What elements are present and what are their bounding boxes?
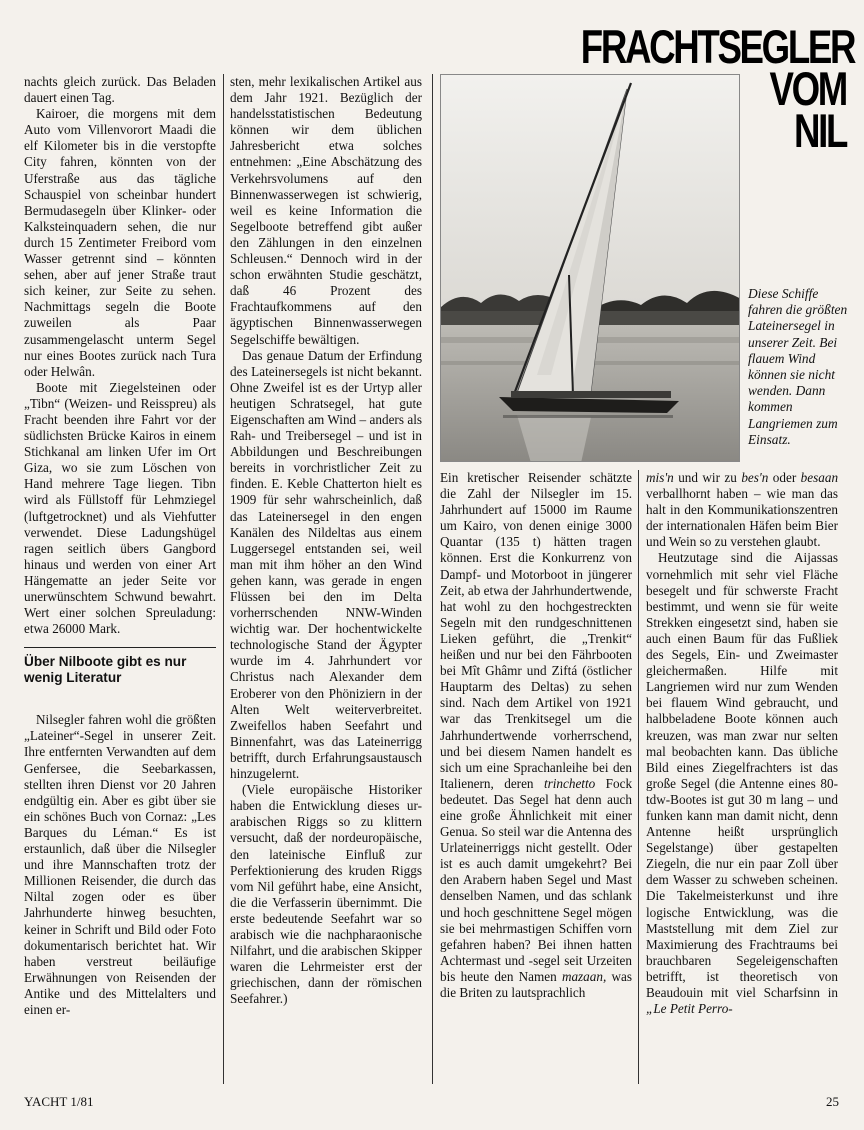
headline-line-1: FRACHTSEGLER xyxy=(580,20,855,73)
page-number: 25 xyxy=(826,1094,839,1109)
italic-term: mis'n xyxy=(646,470,674,485)
paragraph: Kairoer, die morgens mit dem Auto vom Villenvorort Maadi die elf Kilometer bis in die verstopfte City fahren, könnten von der Uferstraße aus das tägliche Schauspiel von scheinbar hundert Bermudasegeln über Klinker- oder Kalksteinquadern sehen, die nur durch 15 Zentimeter Freibord vom Wasser getrennt sind – könnten sehen, aber auf jener Straße traut sich keiner, zur Seite zu sehen. Nachmittags segeln die Boote zuweilen als Paar zusammengelascht unterm Segel nur eines Bootes zurück nach Tura oder Helwân. xyxy=(24,106,216,379)
paragraph-text: was die Briten zu lautsprachlich xyxy=(440,968,632,1000)
headline-line-2: VOM xyxy=(769,62,846,115)
paragraph-text: verballhornt haben – wie man das halt in den Kommunikationszentren der internationalen Häfen beim Bier und Wein so zu verstehen glaubt. xyxy=(646,486,838,550)
column-divider xyxy=(638,470,639,1084)
paragraph-text: Heutzutage sind die Aijassas vornehmlich mit sehr viel Fläche besegelt und für schwerste Fracht bestimmt, und wenn sie für weite Strekken eingesetzt sind, haben sie auch einen Baum für das Fußliek des Segels, Ein- und Zweimaster gleichermaßen. Hilfe mit Langriemen wird nur zum Wenden bei flauem Wind gebraucht, und halbbeladene Boote können auch kreuzen, was man zwar nur selten mal beobachten kann. Das übliche Bild eines Ziegelfrachters ist das große Segel (die Antenne eines 80-tdw-Bootes ist gut 30 m lang – und funken kann man damit nicht, denn Antenne heißt ursprünglich Segelstange) über gestapelten Ziegeln, die nur ein paar Zoll über dem Wasser zu schweben scheinen. Die Takelmeisterkunst und ihre logische Entwicklung, was die Maststellung mit dem Ziel zur Maximierung des Frachtraums bei brauchbaren Segeleigenschaften betrifft, ist theoretisch von Beaudouin mit viel Scharfsinn in xyxy=(646,550,838,1000)
italic-term: „Le Petit Perro- xyxy=(646,1001,733,1017)
paragraph-text: Fock bedeutet. Das Segel hat denn auch eine große Ähnlichkeit mit einer Genua. So steil war die Antenna des Urlateinerriggs nicht gestellt. Oder ist es auch damit umgekehrt? Bei den Arabern haben Segel und Mast denselben Namen, und das schlank und hoch geschnittene Segel mögen sie bei mehrmastigen Schiffen vorn gefahren haben? Bei ihnen hatten Achtermast und -segel seit Urzeiten bis heute den Namen xyxy=(440,775,633,984)
paragraph xyxy=(646,550,838,1017)
paragraph: sten, mehr lexikalischen Artikel aus dem Jahr 1921. Bezüglich der handelsstatistischen Bedeutung können wir dem üblichen Jahresbericht etwa solches entnehmen: „Eine Abschätzung des Verkehrsvolumens auf den Binnenwasserwegen ist schwierig, weil es keine Information die Segelboote betreffend gibt außer den Zählungen in den einzelnen Schleusen.“ Dennoch wird in der schon erwähnten Studie geschätzt, daß 46 Prozent des Frachtaufkommens auf den ägyptischen Binnenwasserwegen Segelschiffe bewältigen. xyxy=(230,74,422,347)
section-divider xyxy=(24,647,216,648)
italic-term: besaan xyxy=(800,470,839,485)
felucca-image xyxy=(441,75,740,462)
italic-term: mazaan, xyxy=(561,968,607,984)
paragraph-text: Ein kretischer Reisender schätzte die Zahl der Nilsegler im 15. Jahrhundert auf 15000 im Raume um Kairo, von denen einige 3000 Quantar (135 t) hätten tragen können. Erst die Konkurrenz von Dampf- und Motorboot in jüngerer Zeit, ab etwa der Jahrhundertwende, hat wohl zu den hochgestreckten Segeln mit den rundgeschnittenen Lieken geführt, die „Trenkit“ heißen und nur bei den Fährbooten bei Mît Ghâmr und Ziftá (östlicher Hauptarm des Deltas) zu sehen sind. Nach dem Artikel von 1921 war das Trenkitsegel um die Jahrhundertwende vorherrschend, und bei diesem Namen handelt es sich um eine Sprachanleihe bei den Italienern, deren xyxy=(440,470,632,791)
paragraph: Das genaue Datum der Erfindung des Lateinersegels ist nicht bekannt. Ohne Zweifel ist es der Urtyp aller heutigen Schratsegel, hat gute Eigenschaften am Wind – anders als Rah- und Treibersegel – und ist in Abbildungen und Beschreibungen bereits in vorchristlicher Zeit zu finden. E. Keble Chatterton hielt es 1909 für sehr wahrscheinlich, daß das Lateinersegel in den engen Kanälen des Nildeltas aus einem Luggersegel entstanden sei, weil man mit ihm höher an den Wind gehen kann, was gerade in engen Flüssen bei den im Delta vorherrschenden NNW-Winden wichtig war. Der hochentwickelte technologische Stand der Ägypter wurde im 4. Jahrhundert vor Christus nach Alexander dem Eroberer von den Phöniziern in der Alten Welt weiterverbreitet. Zweifellos haben Seefahrt und Binnenfahrt, was das Lateinerrigg betrifft, durch Erfahrungsaustausch hinzugelernt. xyxy=(230,347,422,782)
text-column-4 xyxy=(646,470,838,1017)
paragraph: Nilsegler fahren wohl die größten „Lateiner“-Segel in unserer Zeit. Ihre entfernten Verwandten auf dem Genfersee, die Seebarkassen, stellten ihren Dienst vor 20 Jahren endgültig ein. Aber es gibt über sie ein schönes Buch von Cornaz: „Les Barques du Léman.“ Es ist erstaunlich, daß über die Nilsegler und ihre Mannschaften trotz der Millionen Reisender, die durch das Niltal zogen oder es über Jahrhunderte hinweg besuchten, keiner in Schrift und Bild oder Foto dokumentarisch berichtet hat. Wir haben verstreut beiläufige Erwähnungen von Reisenden der Antike und des Mittelalters und einen er- xyxy=(24,712,216,1017)
paragraph: nachts gleich zurück. Das Beladen dauert einen Tag. xyxy=(24,74,216,106)
text-column-2 xyxy=(230,74,422,1007)
headline-line-3: NIL xyxy=(793,104,846,157)
paragraph: Boote mit Ziegelsteinen oder „Tibn“ (Weizen- und Reisspreu) als Fracht beenden ihre Fahrt vor der südlichsten Brücke Kairos in einem Stichkanal am linken Ufer im Ort Giza, wo sie zum Löschen von Hand mehrere Tage liegen. Tibn wird als Füllstoff für Lehmziegel (luftgetrocknet) und als Viehfutter verwendet. Diese Ladungshügel ragen seitlich übers Gangbord hinaus und werden von einer Art Hängematte an jeder Seite vor unerwünschtem Schwund bewahrt. Wert einer solchen Spreuladung: etwa 26000 Mark. xyxy=(24,379,216,637)
text-column-1 xyxy=(24,74,216,1018)
magazine-issue-label: YACHT 1/81 xyxy=(24,1094,94,1109)
photo-caption: Diese Schiffe fahren die größten Lateinersegel in unserer Zeit. Bei flauem Wind können sie nicht wenden. Dann kommen Langriemen zum Einsatz. xyxy=(748,286,848,447)
italic-term: trinchetto xyxy=(543,775,596,791)
italic-term: bes'n xyxy=(741,470,769,485)
subheading: Über Nilboote gibt es nur wenig Literatur xyxy=(24,654,187,686)
paragraph xyxy=(440,470,632,1001)
column-divider xyxy=(432,74,433,1084)
paragraph-text: und wir zu xyxy=(678,470,737,485)
sailboat-photo xyxy=(440,74,740,462)
paragraph: (Viele europäische Historiker haben die Entwicklung dieses ur-arabischen Riggs so zu klittern versucht, daß der nordeuropäische, den lateinische Einfluß zur Perfektionierung des kruden Riggs vom Nil geführt habe, eine Ansicht, die die Verfasserin übernimmt. Die erste bedeutende Seefahrt war so arabisch wie die nachpharaonische Nilfahrt, und die arabischen Skipper waren die Lehrmeister erst der griechischen, dann der römischen Seefahrer.) xyxy=(230,782,422,1007)
paragraph xyxy=(646,470,838,550)
column-divider xyxy=(223,74,224,1084)
paragraph-text: oder xyxy=(772,470,797,485)
text-column-3 xyxy=(440,470,632,1001)
